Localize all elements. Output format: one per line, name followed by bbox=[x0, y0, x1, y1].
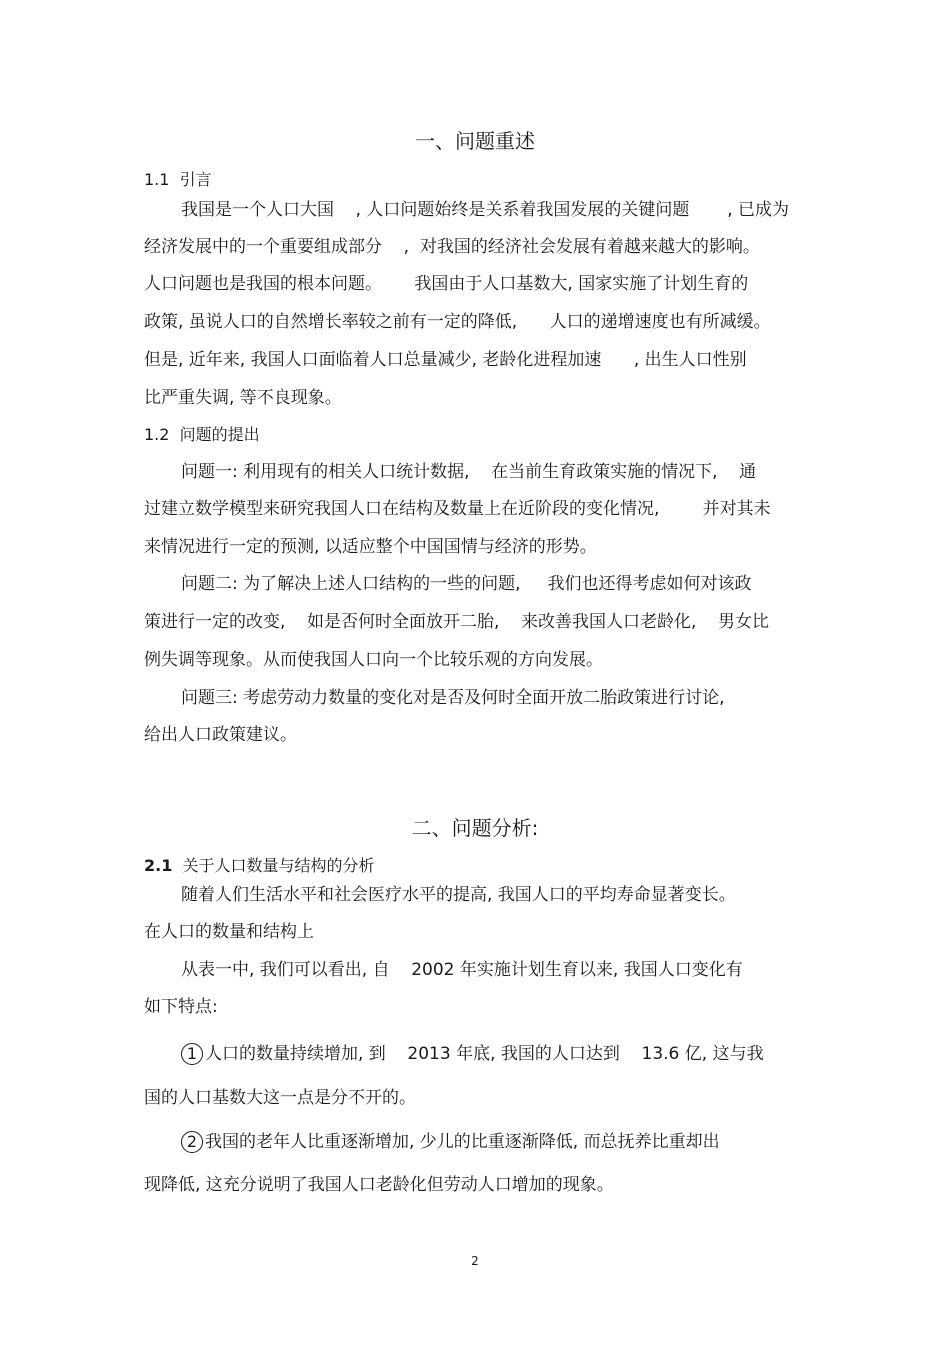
intro-line: 经济发展中的一个重要组成部分 , 对我国的经济社会发展有着越来越大的影响。 bbox=[144, 237, 760, 257]
page-number: 2 bbox=[471, 1254, 479, 1268]
analysis-line: 随着人们生活水平和社会医疗水平的提高, 我国人口的平均寿命显著变长。 bbox=[181, 885, 736, 905]
circled-number-2: 2 bbox=[181, 1131, 203, 1153]
question-3-line: 问题三: 考虑劳动力数量的变化对是否及何时全面开放二胎政策进行讨论, bbox=[181, 688, 725, 708]
analysis-line: 从表一中, 我们可以看出, 自 2002 年实施计划生育以来, 我国人口变化有 bbox=[181, 960, 743, 980]
subsection-title: 关于人口数量与结构的分析 bbox=[182, 856, 375, 875]
point-1-line bbox=[181, 1043, 764, 1065]
subsection-title: 引言 bbox=[179, 170, 212, 189]
question-2-line: 例失调等现象。从而使我国人口向一个比较乐观的方向发展。 bbox=[144, 650, 603, 670]
section-2-heading: 二、问题分析: bbox=[411, 816, 539, 840]
subsection-number: 2.1 bbox=[144, 856, 173, 875]
question-1-line: 来情况进行一定的预测, 以适应整个中国国情与经济的形势。 bbox=[144, 537, 597, 557]
question-1-line: 问题一: 利用现有的相关人口统计数据, 在当前生育政策实施的情况下, 通 bbox=[181, 462, 757, 482]
point-1-line: 国的人口基数大这一点是分不开的。 bbox=[144, 1088, 416, 1108]
circled-number-1: 1 bbox=[181, 1043, 203, 1065]
subsection-2-1-heading bbox=[144, 856, 375, 876]
analysis-line: 如下特点: bbox=[144, 997, 218, 1017]
question-2-line: 问题二: 为了解决上述人口结构的一些的问题, 我们也还得考虑如何对该政 bbox=[181, 574, 752, 594]
subsection-number: 1.2 bbox=[144, 425, 170, 444]
question-1-line: 过建立数学模型来研究我国人口在结构及数量上在近阶段的变化情况, 并对其未 bbox=[144, 499, 771, 519]
subsection-1-2-heading bbox=[144, 425, 260, 445]
point-1-text: 人口的数量持续增加, 到 2013 年底, 我国的人口达到 13.6 亿, 这与我 bbox=[205, 1044, 764, 1064]
subsection-number: 1.1 bbox=[144, 170, 170, 189]
analysis-line: 在人口的数量和结构上 bbox=[144, 922, 314, 942]
intro-line: 比严重失调, 等不良现象。 bbox=[144, 388, 342, 408]
point-2-line: 现降低, 这充分说明了我国人口老龄化但劳动人口增加的现象。 bbox=[144, 1175, 614, 1195]
point-2-text: 我国的老年人比重逐渐增加, 少儿的比重逐渐降低, 而总抚养比重却出 bbox=[205, 1132, 720, 1152]
section-1-heading: 一、问题重述 bbox=[415, 129, 535, 153]
subsection-title: 问题的提出 bbox=[179, 425, 260, 444]
intro-line: 但是, 近年来, 我国人口面临着人口总量减少, 老龄化进程加速 , 出生人口性别 bbox=[144, 350, 747, 370]
subsection-1-1-heading bbox=[144, 170, 212, 190]
point-2-line bbox=[181, 1131, 720, 1153]
question-2-line: 策进行一定的改变, 如是否何时全面放开二胎, 来改善我国人口老龄化, 男女比 bbox=[144, 612, 770, 632]
question-3-line: 给出人口政策建议。 bbox=[144, 725, 297, 745]
intro-line: 我国是一个人口大国 , 人口问题始终是关系着我国发展的关键问题 , 已成为 bbox=[181, 200, 790, 220]
intro-line: 政策, 虽说人口的自然增长率较之前有一定的降低, 人口的递增速度也有所减缓。 bbox=[144, 312, 771, 332]
intro-line: 人口问题也是我国的根本问题。 我国由于人口基数大, 国家实施了计划生育的 bbox=[144, 274, 749, 294]
